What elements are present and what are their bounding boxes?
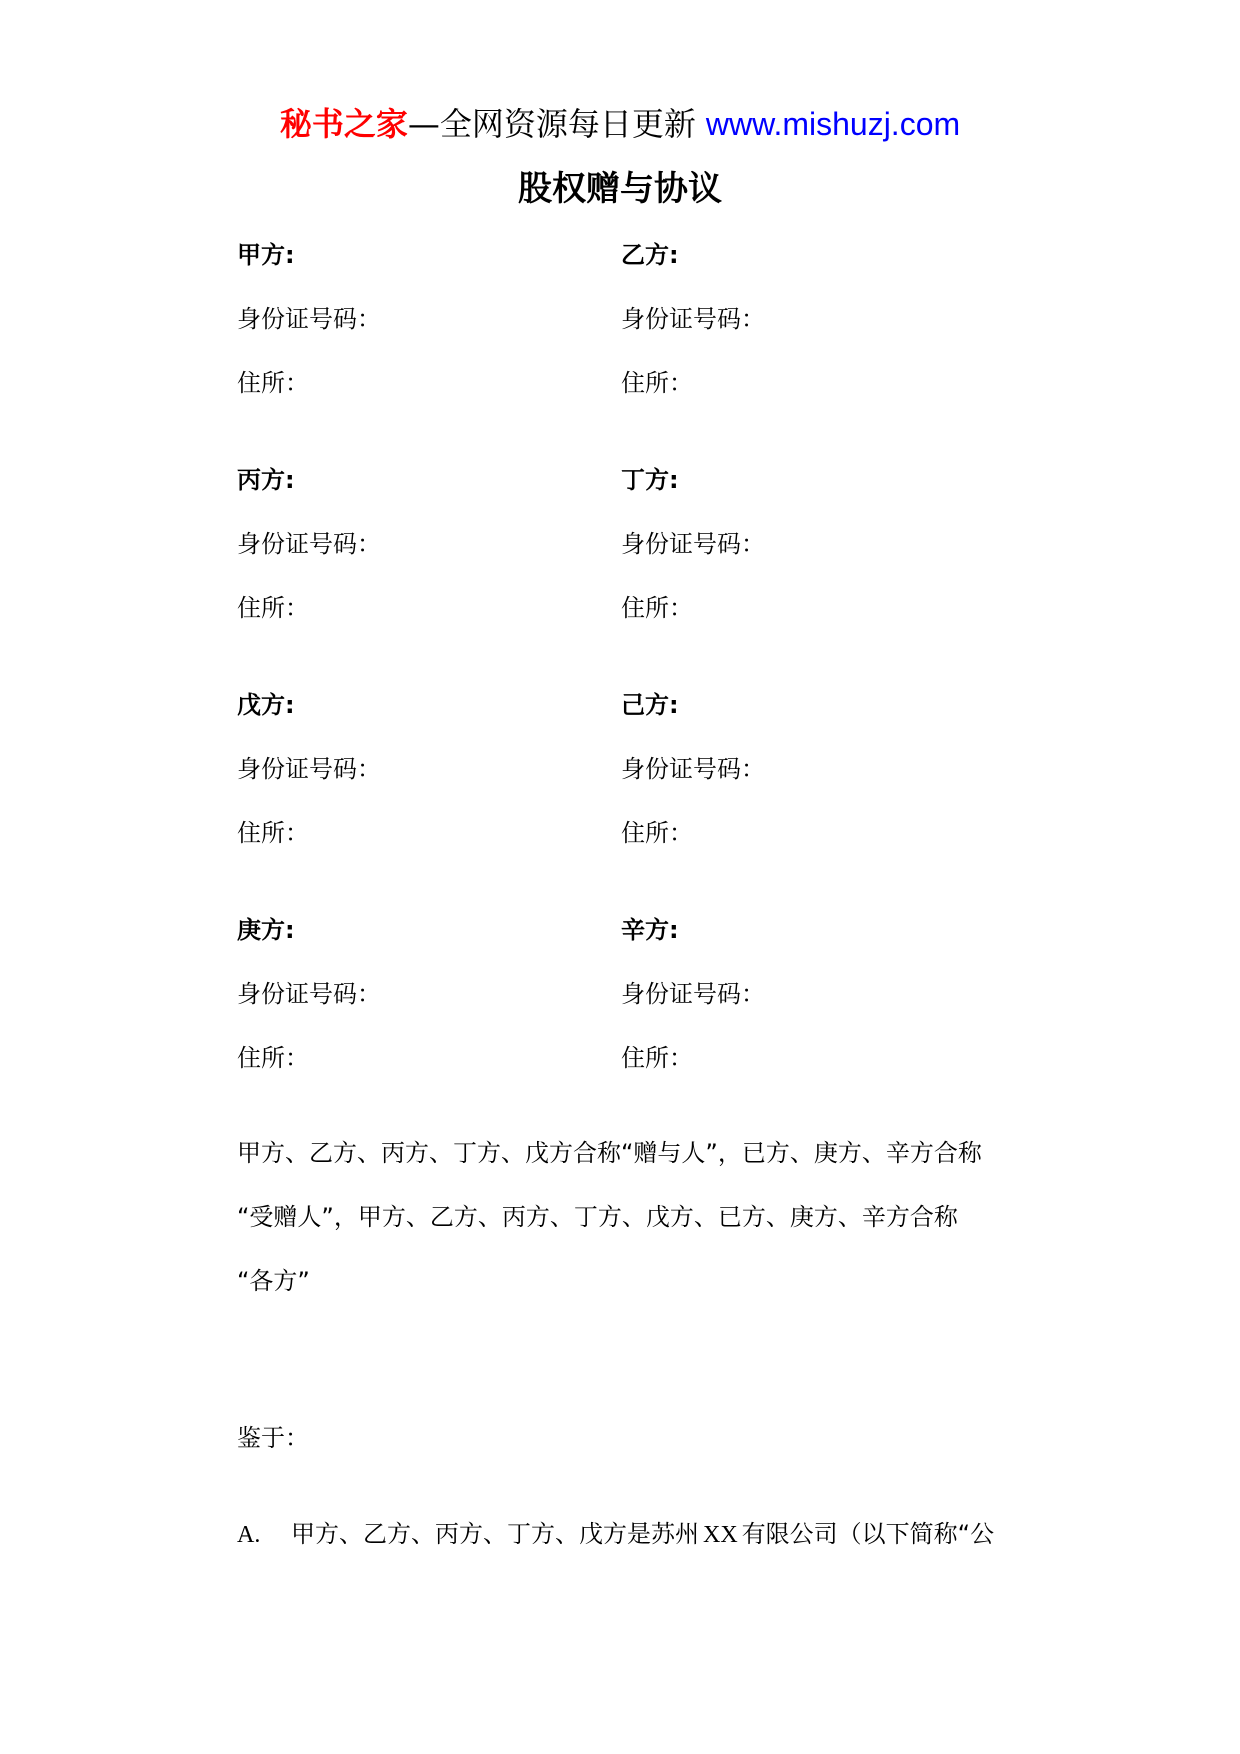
whereas-label: 鉴于：: [237, 1424, 309, 1452]
id-number-label: 身份证号码：: [237, 305, 381, 333]
site-url-link[interactable]: www.mishuzj.com: [705, 106, 961, 142]
brand-name: 秘书之家: [279, 105, 408, 143]
clause-a: [237, 1517, 1057, 1551]
party-name: 丁方:: [621, 466, 679, 494]
address-label: 住所：: [237, 594, 309, 622]
clause-text-latin: XX: [703, 1522, 738, 1548]
party-name: 庚方:: [237, 916, 295, 944]
address-label: 住所：: [621, 594, 693, 622]
id-number-label: 身份证号码：: [621, 980, 765, 1008]
id-number-label: 身份证号码：: [237, 530, 381, 558]
party-block-xin: [621, 913, 1001, 1075]
party-block-wu: [237, 688, 617, 850]
address-label: 住所：: [237, 369, 309, 397]
address-label: 住所：: [621, 1044, 693, 1072]
paragraph-line: 甲方、乙方、丙方、丁方、戊方合称“赠与人”，已方、庚方、辛方合称: [237, 1139, 982, 1167]
parties-definition-paragraph: [237, 1136, 1057, 1298]
party-name: 己方:: [621, 691, 679, 719]
document-title: 股权赠与协议: [518, 169, 722, 209]
address-label: 住所：: [237, 819, 309, 847]
party-name: 丙方:: [237, 466, 295, 494]
banner-slogan: 全网资源每日更新: [439, 105, 696, 143]
id-number-label: 身份证号码：: [621, 530, 765, 558]
party-block-geng: [237, 913, 617, 1075]
party-block-ji: [621, 688, 1001, 850]
id-number-label: 身份证号码：: [237, 980, 381, 1008]
party-name: 辛方:: [621, 916, 679, 944]
id-number-label: 身份证号码：: [621, 755, 765, 783]
party-name: 甲方:: [237, 241, 295, 269]
party-block-bing: [237, 463, 617, 625]
party-block-yi: [621, 238, 1001, 400]
address-label: 住所：: [621, 369, 693, 397]
party-name: 乙方:: [621, 241, 679, 269]
clause-marker: A.: [237, 1522, 261, 1548]
party-block-jia: [237, 238, 617, 400]
clause-text: 有限公司（以下简称“公: [741, 1520, 995, 1548]
paragraph-line: “受赠人”，甲方、乙方、丙方、丁方、戊方、已方、庚方、辛方合称: [237, 1203, 958, 1231]
banner-dash: —: [407, 105, 440, 143]
whereas-heading: [237, 1421, 1057, 1455]
party-block-ding: [621, 463, 1001, 625]
id-number-label: 身份证号码：: [237, 755, 381, 783]
address-label: 住所：: [237, 1044, 309, 1072]
party-name: 戊方:: [237, 691, 295, 719]
clause-text: 甲方、乙方、丙方、丁方、戊方是苏州: [291, 1520, 699, 1548]
address-label: 住所：: [621, 819, 693, 847]
id-number-label: 身份证号码：: [621, 305, 765, 333]
paragraph-line: “各方”: [237, 1267, 310, 1295]
site-banner: [0, 102, 1240, 146]
